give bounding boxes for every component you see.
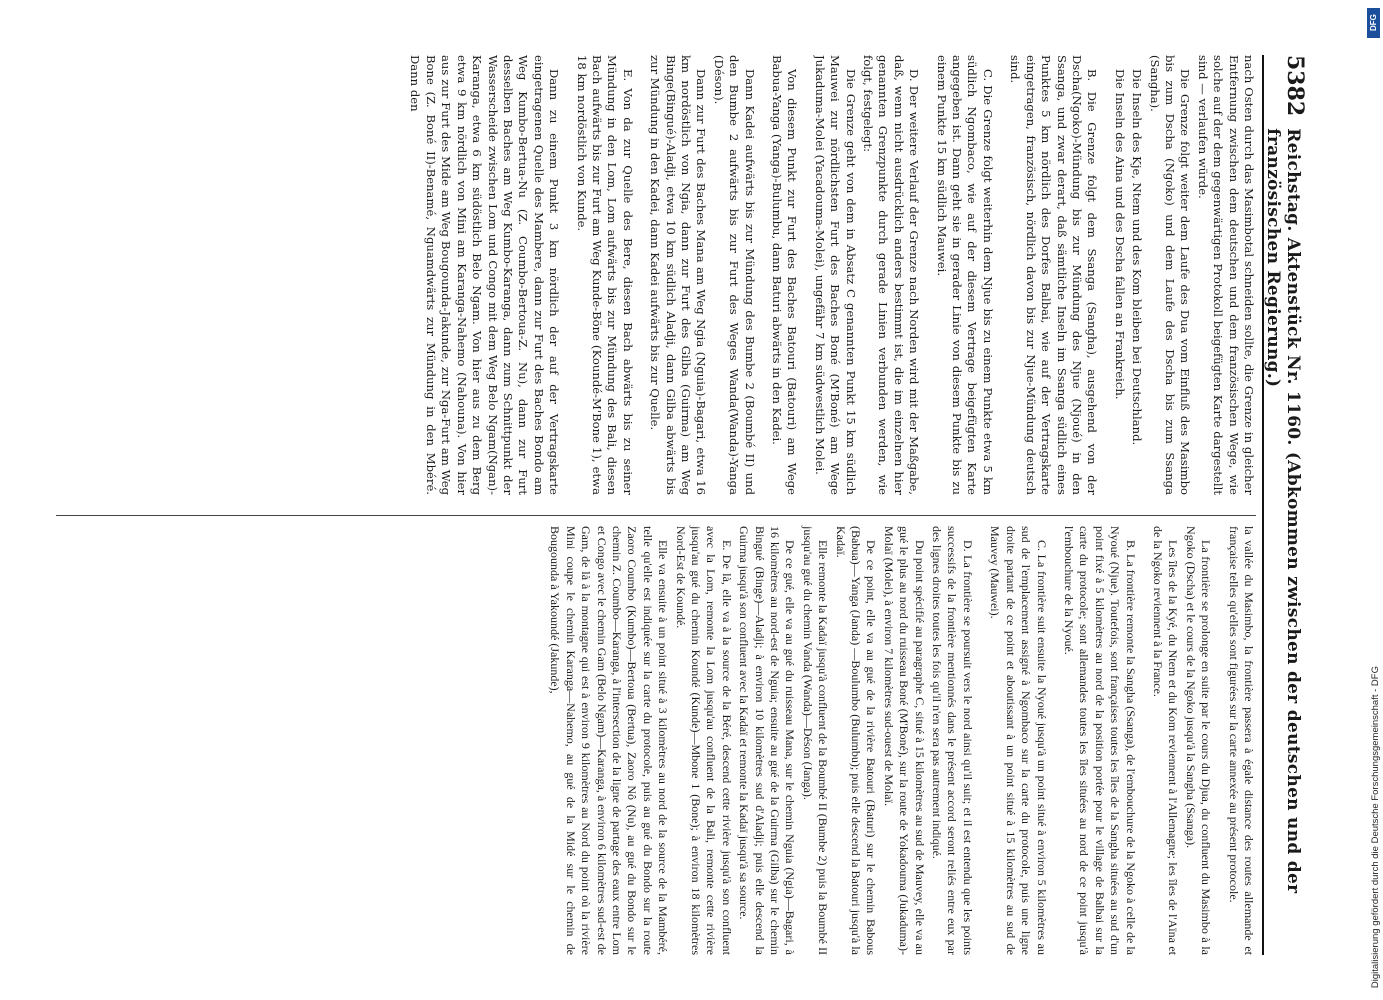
french-paragraph: Du point spécifié au paragraphe C, situé à 15 kilomètres au sud de Mauvey, elle va au gué le plus au nord du ruisseau Boné (M'Boné), sur la route de Yokadouma (Jukaduma)-Molaï (Molei), à environ 7 kilomètres sud-ouest de Molaï. [881, 526, 927, 955]
german-paragraph: E. Von da zur Quelle des Bere, diesen Bach abwärts bis zu seiner Mündung in den Lom, Lom aufwärts bis zur Mündung des Bali, diesen Bach aufwärts bis zur Furt am Weg Kunde-Böne (Koundé-M'Bone 1), etwa 18 km nordöstlich von Kunde. [574, 55, 635, 495]
french-paragraph: D. La frontière se poursuit vers le nord ainsi qu'il suit; et il est entendu que les points successifs de la frontière mentionnés dans le présent accord seront reliés entre eux par des lignes droites toutes les fois qu'il n'en sera pas autrement indiqué. [930, 526, 975, 955]
german-paragraph: Die Grenze folgt weiter dem Laufe des Dua vom Einfluß des Masimbo bis zum Dscha (Ngoko) und dem Laufe des Dscha bis zum Ssanga (Sangha). [1147, 55, 1193, 495]
rotated-page-content [308, 55, 1308, 955]
dfg-logo: DFG [1367, 8, 1380, 38]
french-paragraph: Elle va ensuite à un point situé à 3 kilomètres au nord de la source de la Mambéré, telle qu'elle est indiquée sur la carte du protocole, puis au gué du Bondo sur la route Zaoro Coumbo (Kumbo)—Bertoua (Bertua), Zaoro Nô (Nu), au gué du Bondo sur le chemin Z. Coumbo—Karanga, à l'intersection de la ligne de partage des eaux entre Lom et Congo avec le chemin Gam (Belo Ngam)—Karanga, à environ 6 kilomètres sud-est de Gam, de là à la montagne qui est à environ 9 kilomètres au Nord du point où la rivière Mini coupe le chemin Karanga—Nahemo, au gué de la Midé sur le chemin de Bougounda à Yakoundé (Jakunde), [548, 526, 671, 955]
german-paragraph: B. Die Grenze folgt dem Ssanga (Sangha), ausgehend von der Dscha(Ngoko)-Mündung bis zur Mündung des Njue (Njoué) in den Ssanga, und zwar derart, daß sämtliche Inseln im Ssanga südlich eines Punktes 5 km nördlich des Dorfes Balbai, wie auf der Vertragskarte eingetragen, französisch, nördlich davon bis zur Njue-Mündung deutsch sind. [1008, 55, 1100, 495]
german-paragraph: nach Osten durch das Masimbotal schneiden sollte, die Grenze in gleicher Entfernung zwischen dem deutschen und dem französischen Wege, wie solche auf der dem gegenwärtigen Protokoll beigefügten Karte dargestellt sind — verlaufen würde. [1195, 55, 1256, 495]
french-paragraph: De ce point, elle va au gué de la rivière Batouri (Baturi) sur le chemin Babous (Babua)—Yanga (Janda) —Boulumbo (Bulumbu); puis elle descend la Batouri jusqu'à la Kadaï. [833, 526, 879, 955]
german-paragraph: C. Die Grenze folgt weiterhin dem Njue bis zu einem Punkte etwa 5 km südlich Ngombaco, wie auf der diesem Vertrage beigefügten Karte angegeben ist. Dann geht sie in gerader Linie von diesem Punkte bis zu einem Punkte 15 km südlich Mauwei. [934, 55, 995, 495]
german-paragraph: Dann zur Furt des Baches Mana am Weg Ngia (Nguia)-Bagari, etwa 16 km nordöstlich von Ngia, dann zur Furt des Gilba (Guirma) am Weg Binge(Bingué)-Aladji, etwa 10 km südlich Aladji, dann Gilba abwärts bis zur Mündung in den Kadei, dann Kadei aufwärts bis zur Quelle. [648, 55, 709, 495]
french-paragraph: E. De là, elle va à la source de la Béré, descend cette rivière jusqu'à son confluent avec la Lom, remonte la Lom jusqu'au confluent de la Bali, remonte cette rivière jusqu'au gué du chemin Koundé (Kunde)—Mbone 1 (Bone); à environ 18 kilomètres Nord-Est de Koundé. [673, 526, 734, 955]
french-paragraph: De ce gué, elle va au gué du ruisseau Mana, sur le chemin Nguia (Ngia)—Bagari, à 16 kilomètres au nord-est de Nguia; ensuite au gué de la Guirma (Gilba) sur le chemin Bingué (Binge)—Aladji; à environ 10 kilomètres sud d'Aladji; puis elle descend la Guirma jusqu'à son confluent avec la Kadaï et remonte la Kadaï jusqu'à sa source. [737, 526, 798, 955]
page-title: Reichstag. Aktenstück Nr. 1160. (Abkommen zwischen der deutschen und der französischen Regierung.) [1263, 128, 1303, 894]
french-paragraph: La frontière se prolonge en suite par le cours du Djua, du confluent du Masimbo à la Ngoko (Dscha) et le cours de la Ngoko jusqu'à la Sangha (Ssanga). [1183, 526, 1214, 955]
german-paragraph: Die Inseln des Kje, Ntem und des Kom bleiben bei Deutschland. [1130, 69, 1145, 446]
text-columns [56, 55, 1256, 955]
french-paragraph: Les îles de la Kyé, du Ntem et du Kom reviennent à l'Allemagne; les îles de l'Aïna et de la Ngoko reviennent à la France. [1150, 526, 1181, 955]
document-page [50, 15, 1368, 1000]
german-paragraph: Von diesem Punkt zur Furt des Baches Batouri (Batouri) am Wege Babua-Yanga (Yanga)-Bulumbu, dann Baturi abwärts in den Kadei. [770, 55, 800, 495]
german-paragraph: Dann zu einem Punkt 3 km nördlich der auf der Vertragskarte eingetragenen Quelle des Mambere, dann zur Furt des Baches Bondo am Weg Kumbo-Bertua-Nu (Z. Coumbo-Bertoua-Z. Nu), dann zur Furt desselben Baches am Weg Kumbo-Karanga, dann zum Schnittpunkt der Wasserscheide zwischen Lom und Congo mit dem Weg Belo Ngam(Ngan)-Karanga, etwa 6 km südöstlich Belo Ngam. Von hier aus zu dem Berg etwa 9 km nördlich von Mini am Karanga-Nahemo (Nahouna). Von hier aus zur Furt des Mide am Weg Bougounda-Jakunde, zur Nga-Furt am Weg Bone (Z. Boné II)-Benamé, Nguamdwärts zur Mündung in den Mbéré. Dann den [408, 55, 562, 495]
digitization-credit: Digitalisierung gefördert durch die Deutsche Forschungsgemeinschaft - DFG [1370, 665, 1381, 988]
french-paragraph: B. La frontière remonte la Sangha (Ssanga), de l'embouchure de la Ngoko à celle de la Nyoué (Njue). Toutefois, sont françaises toutes les îles de la Sangha situées au sud d'un point fixé à 5 kilomètres au nord de la position portée pour le village de Balbai sur la carte du protocole; sont allemandes toutes les îles situées au nord de ce point jusqu'à l'embouchure de la Nyoué. [1061, 526, 1138, 955]
german-paragraph: Die Grenze geht von dem in Absatz C genannten Punkt 15 km südlich Mauwei zur nördlichsten Furt des Baches Boné (M'Boné) am Wege Jukaduma-Molei (Yacadouma-Molei), ungefähr 7 km südwestlich Molei. [812, 55, 858, 495]
german-paragraph: Dann Kadei aufwärts bis zur Mündung des Bumbe 2 (Boumbé II) und den Bumbe 2 aufwärts bis zur Furt des Weges Wanda(Wanda)-Yanga (Déson). [711, 55, 757, 495]
page-header [1262, 55, 1308, 955]
page-number: 5382 [1282, 55, 1308, 117]
french-paragraph: C. La frontière suit ensuite la Nyoué jusqu'à un point situé à environ 5 kilomètres au sud de l'emplacement assigné à Ngombaco sur la carte du protocole, puis une ligne droite partant de ce point et aboutissant à un point situé à 15 kilomètres au sud de Mauvey (Mauwei). [988, 526, 1049, 955]
german-paragraph: Die Inseln des Aina und des Dscha fallen an Frankreich. [1112, 69, 1127, 400]
german-column [56, 55, 1256, 495]
french-column [56, 515, 1256, 955]
german-paragraph: D. Der weitere Verlauf der Grenze nach Norden wird mit der Maßgabe, daß, wenn nicht ausdrücklich anders bestimmt ist, die im einzelnen hier genannten Grenzpunkte durch gerade Linien verbunden werden, wie folgt, festgelegt: [861, 55, 922, 495]
french-paragraph: la vallée du Masimbo, la frontière passera à égale distance des routes allemande et française telles qu'elles sont figurées sur la carte annexée au présent protocole. [1226, 526, 1256, 955]
french-paragraph: Elle remonte la Kadaï jusqu'à confluent de la Boumbé II (Bumbe 2) puis la Boumbé II jusqu'au gué du chemin Vanda (Wanda)—Déson (Janga). [800, 526, 831, 955]
digitization-sidebar [1365, 0, 1381, 1000]
